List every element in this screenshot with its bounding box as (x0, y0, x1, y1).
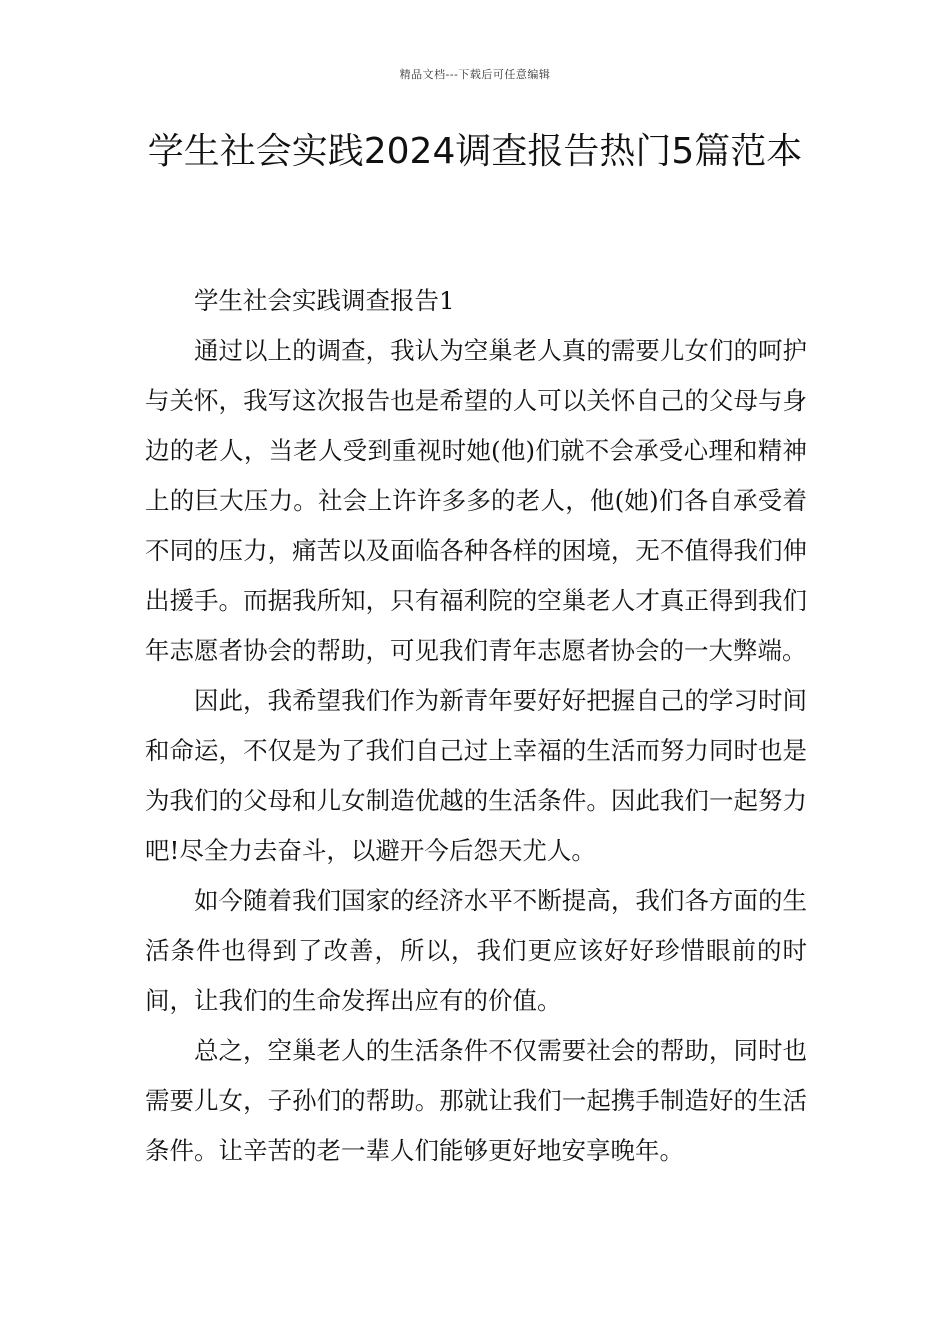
paragraph-3: 如今随着我们国家的经济水平不断提高，我们各方面的生活条件也得到了改善，所以，我们更应该好好珍惜眼前的时间，让我们的生命发挥出应有的价值。 (145, 886, 807, 1015)
document-body (145, 276, 807, 1176)
section-heading: 学生社会实践调查报告1 (194, 286, 455, 315)
paragraph-1: 通过以上的调查，我认为空巢老人真的需要儿女们的呵护与关怀，我写这次报告也是希望的人可以关怀自己的父母与身边的老人，当老人受到重视时她(他)们就不会承受心理和精神上的巨大压力。社会上许许多多的老人，他(她)们各自承受着不同的压力，痛苦以及面临各种各样的困境，无不值得我们伸出援手。而据我所知，只有福利院的空巢老人才真正得到我们年志愿者协会的帮助，可见我们青年志愿者协会的一大弊端。 (145, 336, 807, 665)
paragraph-2: 因此，我希望我们作为新青年要好好把握自己的学习时间和命运，不仅是为了我们自己过上幸福的生活而努力同时也是为我们的父母和儿女制造优越的生活条件。因此我们一起努力吧!尽全力去奋斗，以避开今后怨天尤人。 (145, 686, 807, 865)
paragraph-4: 总之，空巢老人的生活条件不仅需要社会的帮助，同时也需要儿女，子孙们的帮助。那就让我们一起携手制造好的生活条件。让辛苦的老一辈人们能够更好地安享晚年。 (145, 1036, 807, 1165)
document-title: 学生社会实践2024调查报告热门5篇范本 (147, 131, 803, 172)
header-note: 精品文档---下载后可任意编辑 (399, 68, 551, 81)
